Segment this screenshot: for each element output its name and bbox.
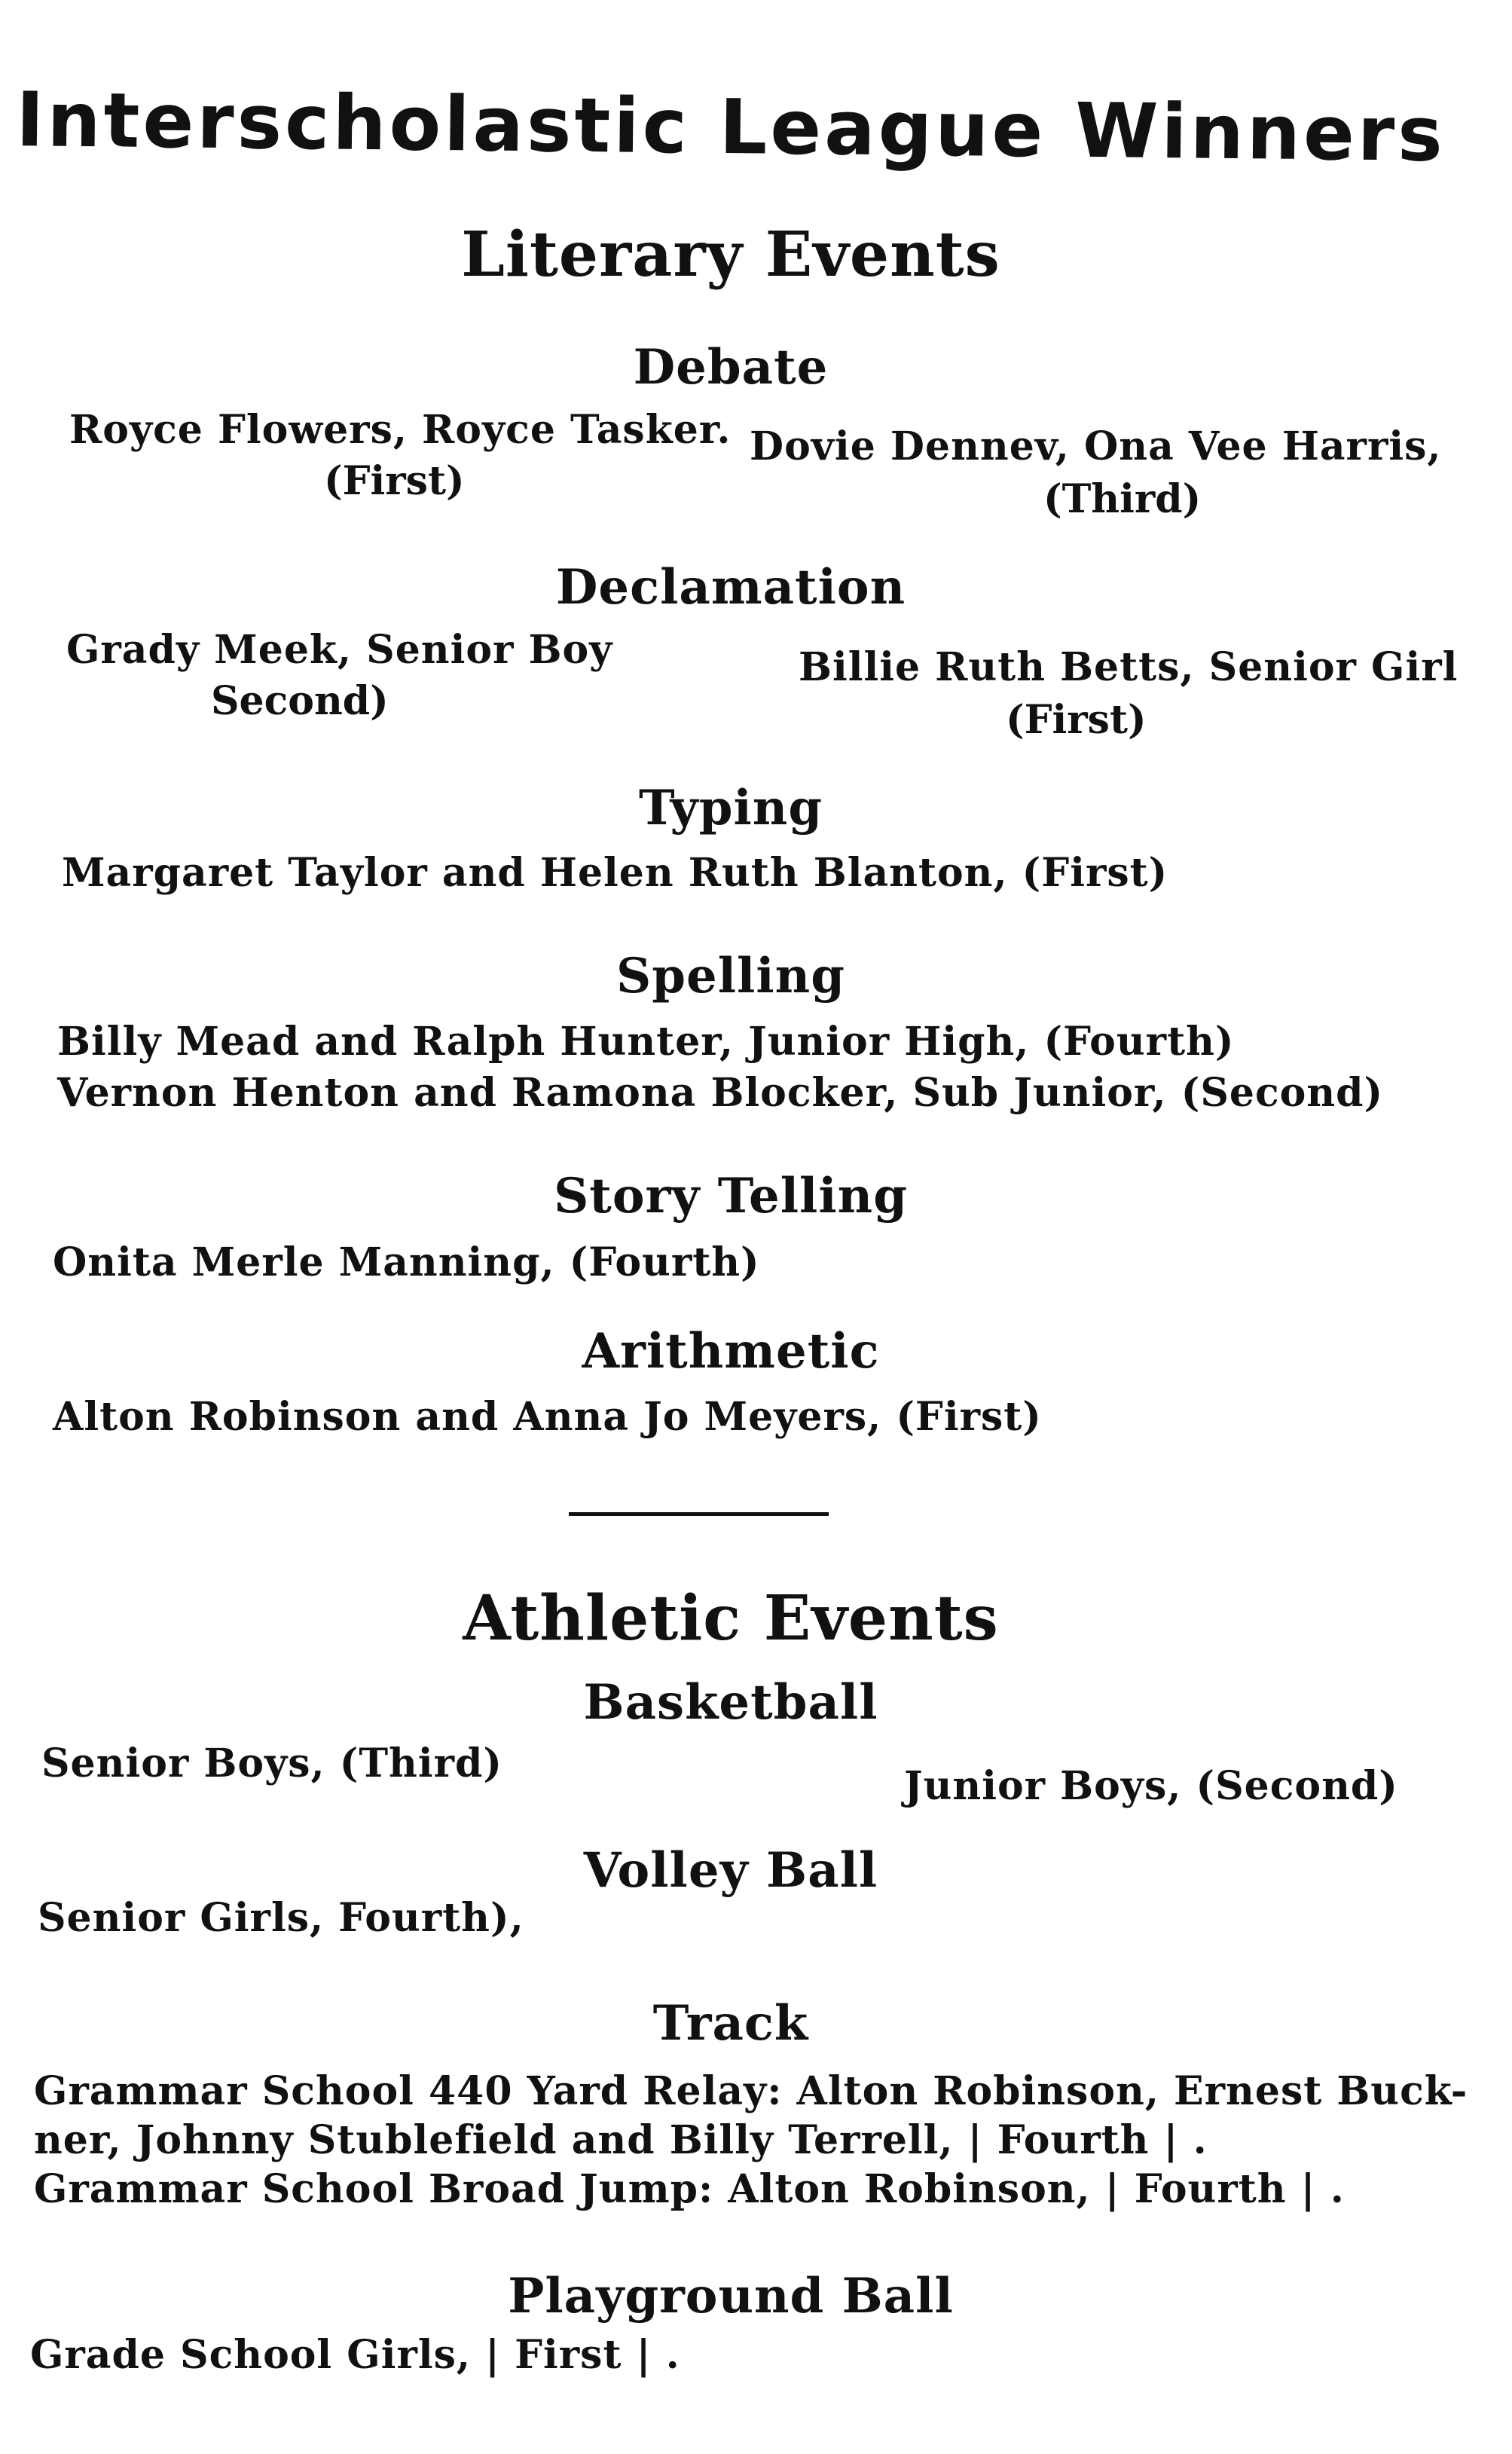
story-telling-line: Onita Merle Manning, (Fourth) (53, 1239, 760, 1285)
debate-left-place: (First) (324, 458, 465, 504)
debate-heading: Debate (633, 339, 829, 396)
track-line-1: Grammar School 440 Yard Relay: Alton Robinson, Ernest Buck- (34, 2068, 1468, 2114)
basketball-right: Junior Boys, (Second) (904, 1763, 1398, 1809)
debate-left-names: Royce Flowers, Royce Tasker. (69, 407, 732, 453)
declamation-heading: Declamation (555, 559, 906, 616)
arithmetic-heading: Arithmetic (582, 1323, 880, 1380)
basketball-left: Senior Boys, (Third) (41, 1740, 502, 1786)
section-divider (569, 1512, 829, 1516)
debate-right-names: Dovie Dennev, Ona Vee Harris, (750, 423, 1442, 469)
track-line-2: ner, Johnny Stublefield and Billy Terrell, | Fourth | . (34, 2117, 1208, 2163)
arithmetic-line: Alton Robinson and Anna Jo Meyers, (First) (53, 1394, 1042, 1440)
volley-ball-line: Senior Girls, Fourth), (38, 1895, 524, 1941)
track-heading: Track (652, 1995, 809, 2052)
playground-ball-line: Grade School Girls, | First | . (30, 2332, 680, 2378)
spelling-heading: Spelling (616, 948, 845, 1004)
athletic-events-heading: Athletic Events (463, 1582, 999, 1655)
declamation-left-names: Grady Meek, Senior Boy (66, 627, 613, 673)
typing-line: Margaret Taylor and Helen Ruth Blanton, (First) (62, 850, 1168, 896)
declamation-right-names: Billie Ruth Betts, Senior Girl (799, 644, 1459, 690)
track-line-3: Grammar School Broad Jump: Alton Robinson, | Fourth | . (34, 2166, 1345, 2212)
playground-ball-heading: Playground Ball (508, 2268, 954, 2324)
spelling-line-1: Billy Mead and Ralph Hunter, Junior High, (Fourth) (57, 1019, 1235, 1065)
basketball-heading: Basketball (583, 1674, 878, 1731)
volley-ball-heading: Volley Ball (583, 1842, 878, 1899)
declamation-right-place: (First) (1006, 697, 1147, 743)
declamation-left-place: Second) (211, 678, 389, 724)
page-title: Interscholastic League Winners (15, 75, 1446, 179)
story-telling-heading: Story Telling (554, 1168, 908, 1224)
typing-heading: Typing (638, 780, 823, 836)
debate-right-place: (Third) (1043, 476, 1202, 522)
literary-events-heading: Literary Events (461, 219, 1000, 291)
spelling-line-2: Vernon Henton and Ramona Blocker, Sub Junior, (Second) (57, 1070, 1384, 1116)
